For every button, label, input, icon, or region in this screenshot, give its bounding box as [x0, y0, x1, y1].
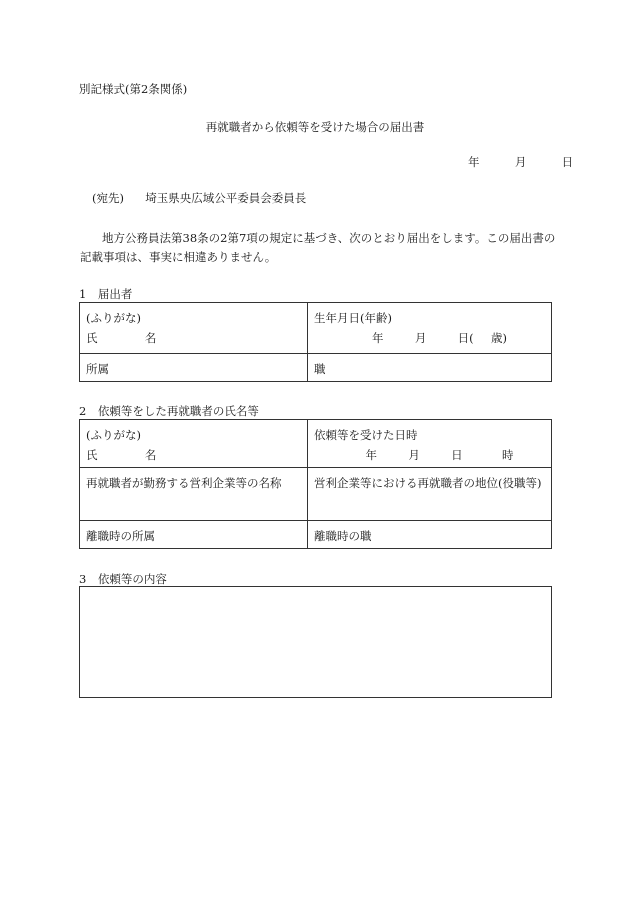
- affiliation-cell[interactable]: [80, 354, 308, 381]
- company-position-cell[interactable]: [308, 468, 551, 520]
- notifier-birth-cell[interactable]: [308, 303, 551, 353]
- name-label-2-s2: 名: [144, 448, 157, 462]
- notifier-name-cell[interactable]: [80, 303, 308, 353]
- notifier-row-name: [80, 303, 551, 353]
- date-month: 月: [514, 155, 527, 169]
- former-affiliation-label: 離職時の所属: [86, 529, 155, 543]
- notifier-table: [79, 302, 552, 382]
- position-label: 職: [314, 362, 326, 376]
- received-datetime-cell[interactable]: [308, 420, 551, 467]
- document-title: 再就職者から依頼等を受けた場合の届出書: [205, 120, 425, 134]
- name-label-1-s2: 氏: [86, 448, 98, 462]
- company-label: 再就職者が勤務する営利企業等の名称: [86, 476, 282, 490]
- received-label: 依頼等を受けた日時: [314, 428, 418, 442]
- declaration-text: 地方公務員法第38条の2第7項の規定に基づき、次のとおり届出をします。この届出書の記載事項は、事実に相違ありません。: [80, 231, 556, 264]
- birth-label: 生年月日(年齢): [314, 311, 392, 325]
- reemployed-name-cell[interactable]: [80, 420, 308, 467]
- submission-date: [468, 154, 573, 170]
- section-2-heading: 2 依頼等をした再就職者の氏名等: [79, 404, 259, 418]
- reemployed-row-company: [80, 467, 551, 520]
- received-day-label: 日: [451, 448, 463, 462]
- addressee-name: 埼玉県央広域公平委員会委員長: [145, 191, 307, 205]
- former-position-label: 離職時の職: [314, 529, 372, 543]
- company-position-label: 営利企業等における再就職者の地位(役職等): [314, 476, 542, 490]
- affiliation-label: 所属: [86, 362, 109, 376]
- request-content-box[interactable]: [79, 586, 552, 698]
- received-month-label: 月: [408, 448, 420, 462]
- furigana-label: (ふりがな): [86, 311, 141, 325]
- addressee: [92, 190, 306, 206]
- reemployed-row-name: [80, 420, 551, 467]
- date-year: 年: [468, 155, 480, 169]
- name-label-1: 氏: [86, 331, 98, 345]
- date-day: 日: [561, 155, 574, 169]
- reemployed-table: [79, 419, 552, 549]
- section-3-heading: 3 依頼等の内容: [79, 572, 167, 586]
- furigana-label-2: (ふりがな): [86, 428, 141, 442]
- former-position-cell[interactable]: [308, 521, 551, 548]
- received-year-label: 年: [365, 448, 378, 462]
- position-cell[interactable]: [308, 354, 551, 381]
- birth-day-label: 日(: [457, 331, 474, 345]
- section-1-heading: 1 届出者: [79, 287, 133, 301]
- received-hour-label: 時: [501, 448, 514, 462]
- birth-age-label: 歳): [490, 331, 507, 345]
- reemployed-row-former: [80, 520, 551, 548]
- addressee-prefix: (宛先): [92, 191, 124, 205]
- name-label-2: 名: [144, 331, 157, 345]
- birth-month-label: 月: [414, 331, 427, 345]
- company-name-cell[interactable]: [80, 468, 308, 520]
- notifier-row-affiliation: [80, 353, 551, 381]
- form-label: 別記様式(第2条関係): [79, 82, 188, 96]
- former-affiliation-cell[interactable]: [80, 521, 308, 548]
- birth-year-label: 年: [372, 331, 384, 345]
